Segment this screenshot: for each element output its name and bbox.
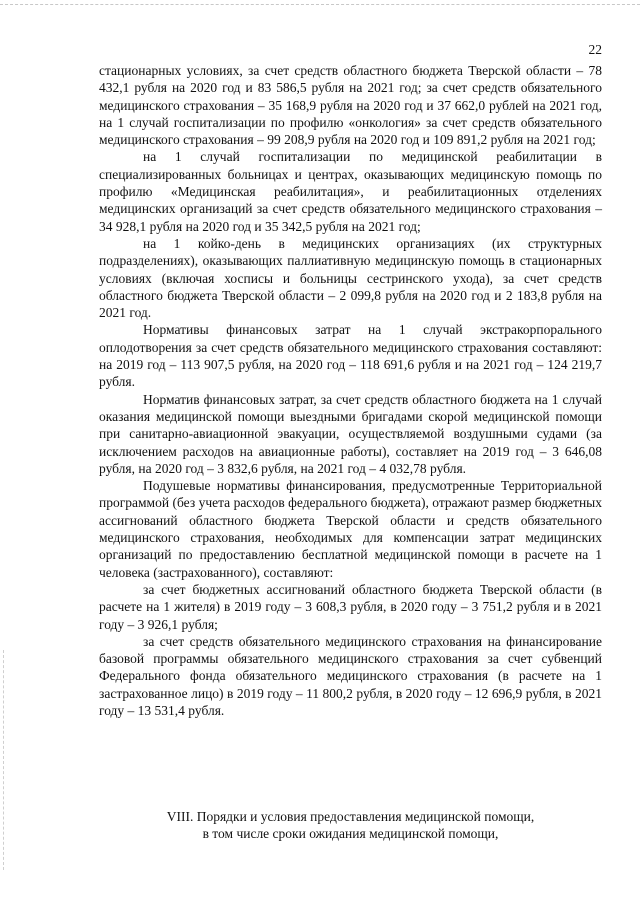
paragraph-air-ambulance: Норматив финансовых затрат, за счет средств областного бюджета на 1 случай оказания медицинской помощи выездными бригадами скорой медицинской помощи при санитарно-авиационной эвакуации, осуществляемой воздушными судами (за исключением расходов на авиационные работы), составляет на 2019 год – 3 646,08 рубля, на 2020 год – 3 832,6 рубля, на 2021 год – 4 032,78 рубля. — [99, 391, 602, 476]
paragraph-per-capita: Подушевые нормативы финансирования, предусмотренные Территориальной программой (без учета расходов федерального бюджета), отражают размер бюджетных ассигнований областного бюджета Тверской области и средств обязательного медицинского страхования, необходимых для компенсации затрат медицинских организаций по предоставлению бесплатной медицинской помощи в расчете на 1 человека (застрахованного), составляют: — [99, 478, 602, 580]
scan-edge-left — [3, 650, 4, 870]
paragraph-rehabilitation: на 1 случай госпитализации по медицинской реабилитации в специализированных больницах и центрах, оказывающих медицинскую помощь по профилю «Медицинская реабилитация», и реабилитационных отделениях медицинских организаций за счет средств обязательного медицинского страхования – 34 928,1 рубля на 2020 год и 35 342,5 рубля на 2021 год; — [99, 149, 602, 234]
paragraph-continuation: стационарных условиях, за счет средств областного бюджета Тверской области – 78 432,1 рубля на 2020 год и 83 586,5 рубля на 2021 год; за счет средств обязательного медицинского страхования – 35 168,9 рубля на 2020 год и 37 662,0 рублей на 2021 год, на 1 случай госпитализации по профилю «онкология» за счет средств обязательного медицинского страхования – 99 208,9 рубля на 2020 год и 109 891,2 рубля на 2021 год; — [99, 63, 602, 148]
paragraph-budget: за счет бюджетных ассигнований областного бюджета Тверской области (в расчете на 1 жителя) в 2019 году – 3 608,3 рубля, в 2020 году – 3 751,2 рубля и в 2021 году – 3 926,1 рубля; — [99, 581, 602, 632]
scan-edge-top — [0, 4, 640, 5]
paragraph-oms: за счет средств обязательного медицинского страхования на финансирование базовой программы обязательного медицинского страхования за счет субвенций Федерального фонда обязательного медицинского страхования (в расчете на 1 застрахованное лицо) в 2019 году – 11 800,2 рубля, в 2020 году – 12 696,9 рубля, в 2021 году – 13 531,4 рубля. — [99, 633, 602, 718]
document-body — [99, 62, 602, 719]
page-number: 22 — [588, 42, 602, 57]
section-heading — [99, 808, 602, 843]
section-heading-line-2: в том числе сроки ожидания медицинской помощи, — [202, 826, 499, 842]
paragraph-palliative: на 1 койко-день в медицинских организациях (их структурных подразделениях), оказывающих паллиативную медицинскую помощь в стационарных условиях (включая хосписы и больницы сестринского ухода), за счет средств областного бюджета Тверской области – 2 099,8 рубля на 2020 год и 2 183,8 рубля на 2021 год. — [99, 235, 602, 321]
paragraph-eco: Нормативы финансовых затрат на 1 случай экстракорпорального оплодотворения за счет средств обязательного медицинского страхования составляют: на 2019 год – 113 907,5 рубля, на 2020 год – 118 691,6 рубля и на 2021 год – 124 219,7 рубля. — [99, 322, 602, 390]
section-heading-line-1: VIII. Порядки и условия предоставления медицинской помощи, — [166, 809, 535, 824]
